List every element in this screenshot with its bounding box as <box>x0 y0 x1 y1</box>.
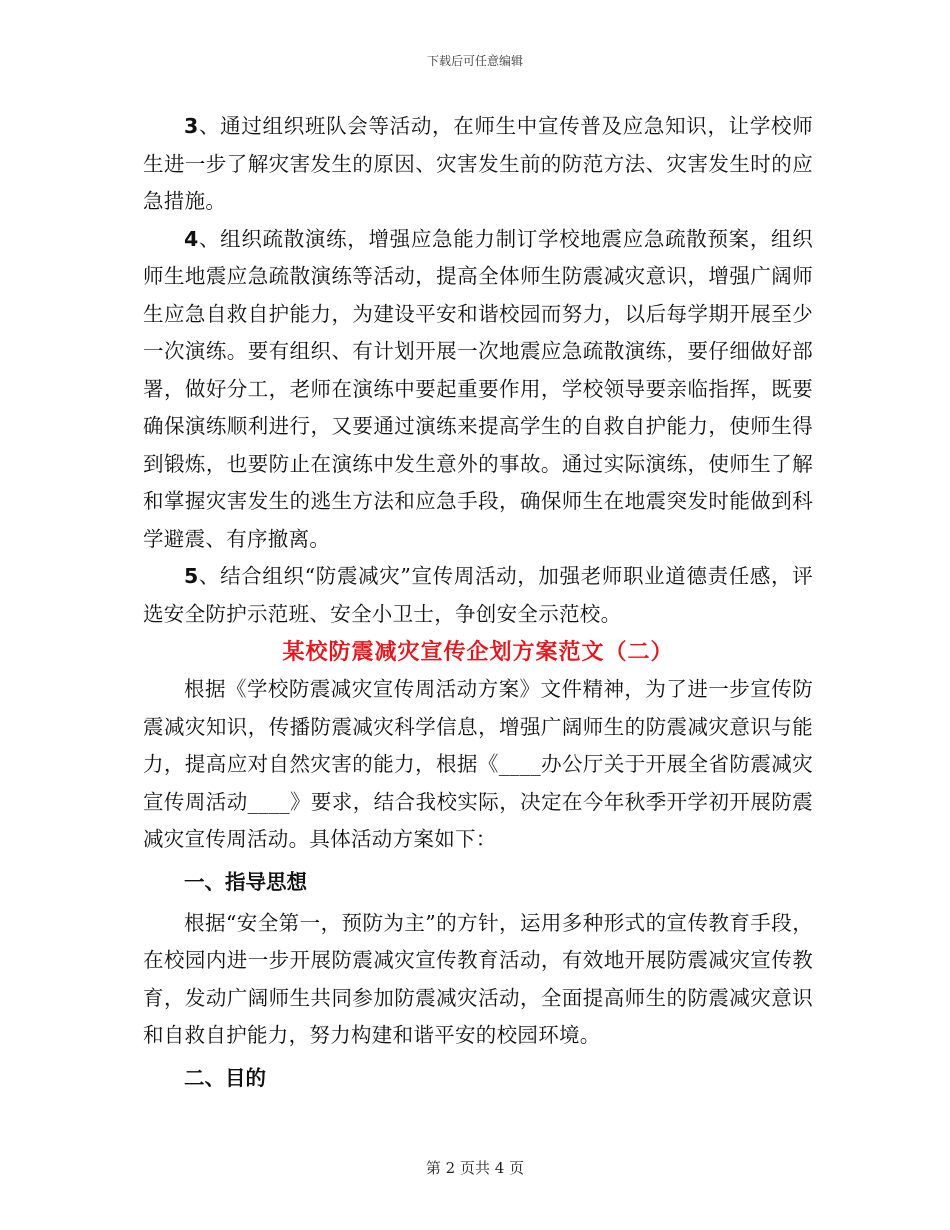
page-header: 下载后可任意编辑 <box>426 54 523 68</box>
paragraph-4 <box>143 221 813 559</box>
item-number: 3 <box>184 114 199 138</box>
document-body <box>143 108 813 1101</box>
paragraph-text: 、结合组织“防震减灾”宣传周活动，加强老师职业道德责任感，评选安全防护示范班、安全小卫士，争创安全示范校。 <box>143 564 813 626</box>
paragraph-text: 、组织疏散演练，增强应急能力制订学校地震应急疏散预案，组织师生地震应急疏散演练等活动，提高全体师生防震减灾意识，增强广阔师生应急自救自护能力，为建设平安和谐校园而努力，以后每学期开展至少一次演练。要有组织、有计划开展一次地震应急疏散演练，要仔细做好部署，做好分工，老师在演练中要起重要作用，学校领导要亲临指挥，既要确保演练顺利进行，又要通过演练来提高学生的自救自护能力，使师生得到锻炼，也要防止在演练中发生意外的事故。通过实际演练，使师生了解和掌握灾害发生的逃生方法和应急手段，确保师生在地震突发时能做到科学避震、有序撤离。 <box>143 226 813 551</box>
guiding-ideology-paragraph: 根据“安全第一，预防为主”的方针，运用多种形式的宣传教育手段，在校园内进一步开展防震减灾宣传教育活动，有效地开展防震减灾宣传教育，发动广阔师生共同参加防震减灾活动，全面提高师生的防震减灾意识和自救自护能力，努力构建和谐平安的校园环境。 <box>143 910 813 1047</box>
item-number: 4 <box>184 226 199 251</box>
paragraph-5 <box>143 558 813 633</box>
item-number: 5 <box>184 564 199 588</box>
section-heading-guiding-ideology: 一、指导思想 <box>184 869 307 894</box>
page-footer: 第 2 页共 4 页 <box>425 1159 525 1177</box>
intro-paragraph: 根据《学校防震减灾宣传周活动方案》文件精神，为了进一步宣传防震减灾知识，传播防震减灾科学信息，增强广阔师生的防震减灾意识与能力，提高应对自然灾害的能力，根据《____办公厅关于开展全省防震减灾宣传周活动____》要求，结合我校实际，决定在今年秋季开学初开展防震减灾宣传周活动。具体活动方案如下： <box>143 677 813 851</box>
section-heading-purpose: 二、目的 <box>184 1065 266 1090</box>
paragraph-text: 、通过组织班队会等活动，在师生中宣传普及应急知识，让学校师生进一步了解灾害发生的原因、灾害发生前的防范方法、灾害发生时的应急措施。 <box>143 114 813 213</box>
paragraph-3 <box>143 108 813 221</box>
section-title: 某校防震减灾宣传企划方案范文（二） <box>282 639 674 665</box>
